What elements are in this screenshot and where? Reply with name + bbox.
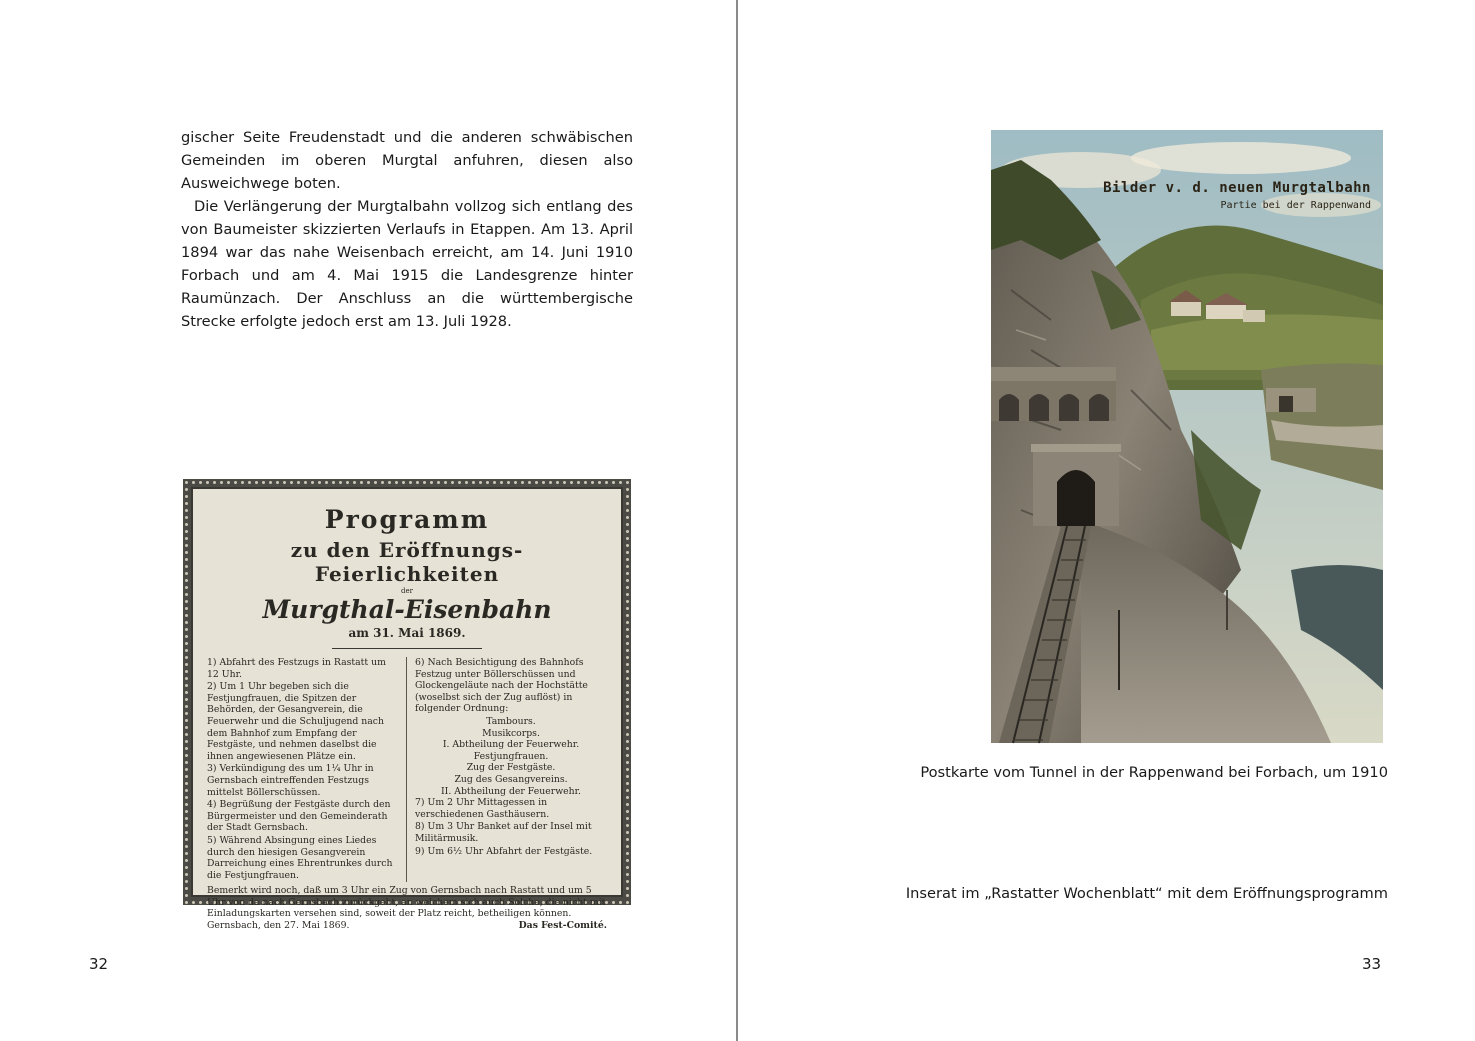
notice-item: 1) Abfahrt des Festzugs in Rastatt um 12 Uhr. bbox=[207, 657, 386, 680]
page-number-left: 32 bbox=[89, 955, 109, 973]
notice-item: 5) Während Absingung eines Liedes durch den hiesigen Gesangverein Darreichung eines Ehrentrunkes durch die Festjungfrauen. bbox=[207, 834, 393, 881]
notice-signature-line bbox=[207, 920, 607, 932]
caption-postcard: Postkarte vom Tunnel in der Rappenwand bei Forbach, um 1910 bbox=[920, 764, 1388, 781]
procession-entry: Tambours. bbox=[486, 715, 536, 727]
newspaper-notice-image bbox=[183, 479, 631, 932]
paragraph-1: gischer Seite Freudenstadt und die anderen schwäbischen Gemeinden im oberen Murgtal anfuhren, diesen also Ausweichwege boten. bbox=[181, 129, 633, 192]
notice-subtitle: zu den Eröffnungs-Feierlichkeiten bbox=[290, 538, 524, 586]
notice-right-column bbox=[407, 657, 607, 882]
notice-title: Programm bbox=[324, 505, 490, 534]
notice-footer bbox=[207, 885, 607, 931]
paragraph-2: Die Verlängerung der Murgtalbahn vollzog sich entlang des von Baumeister skizzierten Verlaufs in Etappen. Am 13. April 1894 war das nahe Weisenbach erreicht, am 14. Juni 1910 Forbach und am 4. Mai 1915 die Landesgrenze hinter Raumünzach. Der Anschluss an die württembergische Strecke erfolgte jedoch erst am 13. Juli 1928. bbox=[181, 198, 633, 330]
procession-entry: Zug des Gesangvereins. bbox=[454, 773, 568, 785]
notice-left-column bbox=[207, 657, 407, 882]
notice-item: 2) Um 1 Uhr begeben sich die Festjungfrauen, die Spitzen der Behörden, der Gesangverein, die Feuerwehr und die Schuljugend nach dem Bahnhof zum Empfang der Festgäste, und nehmen daselbst die ihnen angewiesenen Plätze ein. bbox=[207, 681, 384, 762]
procession-entry: Zug der Festgäste. bbox=[466, 762, 556, 774]
notice-place-date: Gernsbach, den 27. Mai 1869. bbox=[207, 920, 350, 932]
procession-entry: Musikcorps. bbox=[482, 727, 540, 739]
caption-notice: Inserat im „Rastatter Wochenblatt“ mit dem Eröffnungsprogramm bbox=[905, 885, 1388, 902]
notice-remark: Bemerkt wird noch, daß um 3 Uhr ein Zug von Gernsbach nach Rastatt und um 5 Uhr von da nach Gernsbach zurückgeht, an welchem sich auch Solche, die nicht mit Einladungskarten versehen sind, soweit der Platz reicht, betheiligen können. bbox=[207, 885, 606, 920]
procession-entry: I. Abtheilung der Feuerwehr. bbox=[442, 739, 580, 751]
notice-item: 8) Um 3 Uhr Banket auf der Insel mit Militärmusik. bbox=[415, 821, 592, 844]
notice-paper bbox=[191, 487, 623, 932]
postcard-title: Bilder v. d. neuen Murgtalbahn bbox=[1103, 180, 1371, 196]
procession-entry: II. Abtheilung der Feuerwehr. bbox=[440, 785, 582, 797]
page-number-right: 33 bbox=[1362, 955, 1382, 973]
notice-railway: Murgthal-Eisenbahn bbox=[262, 595, 552, 624]
notice-item: 9) Um 6½ Uhr Abfahrt der Festgäste. bbox=[415, 845, 593, 857]
notice-item: 3) Verkündigung des um 1¼ Uhr in Gernsbach eintreffenden Festzugs mittelst Böllerschüssen. bbox=[207, 763, 374, 798]
procession-entry: Festjungfrauen. bbox=[473, 750, 549, 762]
notice-item: 6) Nach Besichtigung des Bahnhofs Festzug unter Böllerschüssen und Glockengeläute nach der Hochstätte (woselbst sich der Zug auflöst) in folgender Ordnung: bbox=[415, 657, 588, 715]
notice-columns bbox=[207, 657, 607, 882]
postcard-illustration bbox=[991, 130, 1383, 743]
postcard-caption-print bbox=[1103, 180, 1371, 211]
postcard-subtitle: Partie bei der Rappenwand bbox=[1220, 200, 1371, 211]
notice-item: 7) Um 2 Uhr Mittagessen in verschiedenen Gasthäusern. bbox=[415, 797, 550, 820]
notice-divider bbox=[332, 648, 482, 649]
right-page bbox=[738, 0, 1475, 1041]
notice-der: der bbox=[401, 587, 413, 595]
notice-signature: Das Fest-Comité. bbox=[518, 920, 607, 932]
left-page bbox=[0, 0, 737, 1041]
notice-item: 4) Begrüßung der Festgäste durch den Bürgermeister und den Gemeinderath der Stadt Gernsbach. bbox=[207, 799, 391, 834]
notice-date: am 31. Mai 1869. bbox=[348, 626, 466, 640]
body-text bbox=[181, 126, 633, 333]
postcard-image bbox=[991, 130, 1383, 743]
